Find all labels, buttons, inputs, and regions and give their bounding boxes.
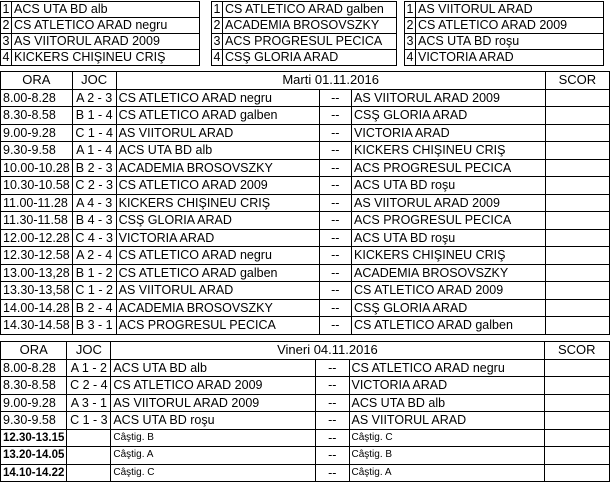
match-score — [545, 317, 609, 335]
match-row — [1, 89, 610, 107]
match-team-b: AS VIITORUL ARAD 2009 — [352, 89, 546, 107]
group-a-table — [0, 1, 200, 66]
match-time: 14.00-14.28 — [1, 299, 73, 317]
final-match-row — [1, 447, 610, 465]
match-row — [1, 247, 610, 265]
match-separator: -- — [316, 447, 349, 465]
team-name: CS ATLETICO ARAD negru — [12, 18, 200, 34]
group-b-table — [211, 1, 397, 66]
match-separator: -- — [319, 159, 351, 177]
match-time: 10.30-10.58 — [1, 177, 73, 195]
match-score — [545, 212, 609, 230]
match-separator: -- — [319, 229, 351, 247]
match-score — [544, 359, 609, 377]
match-separator: -- — [319, 247, 351, 265]
match-game: B 3 - 1 — [72, 317, 116, 335]
match-game: A 2 - 4 — [72, 247, 116, 265]
schedule-header — [1, 72, 610, 90]
match-separator: -- — [319, 212, 351, 230]
team-name: CSŞ GLORIA ARAD — [223, 50, 397, 66]
match-time: 9.00-9.28 — [1, 394, 67, 412]
match-time: 9.30-9.58 — [1, 142, 73, 160]
group-row — [405, 50, 604, 66]
match-score — [544, 429, 609, 447]
match-time: 11.30-11.58 — [1, 212, 73, 230]
header-date: Marti 01.11.2016 — [116, 72, 545, 90]
group-c-table — [404, 1, 604, 66]
match-game: C 1 - 2 — [72, 282, 116, 300]
match-time: 11.00-11.28 — [1, 194, 73, 212]
match-game — [67, 464, 111, 482]
match-row — [1, 317, 610, 335]
match-time: 13.30-13,58 — [1, 282, 73, 300]
match-time: 14.30-14.58 — [1, 317, 73, 335]
match-game: A 3 - 1 — [67, 394, 111, 412]
match-team-a: VICTORIA ARAD — [116, 229, 319, 247]
team-name: ACADEMIA BROSOVSZKY — [223, 18, 397, 34]
match-game: A 1 - 2 — [67, 359, 111, 377]
match-time: 8.00-8.28 — [1, 359, 67, 377]
match-score — [545, 229, 609, 247]
match-game: A 4 - 3 — [72, 194, 116, 212]
match-score — [545, 107, 609, 125]
match-team-b: AS VIITORUL ARAD — [349, 412, 544, 430]
match-game: A 2 - 3 — [72, 89, 116, 107]
match-row — [1, 394, 610, 412]
match-score — [544, 447, 609, 465]
match-team-b: Câştig. B — [349, 447, 544, 465]
match-separator: -- — [316, 377, 349, 395]
match-score — [545, 299, 609, 317]
match-separator: -- — [316, 394, 349, 412]
match-separator: -- — [319, 177, 351, 195]
group-row — [405, 2, 604, 18]
match-score — [545, 89, 609, 107]
team-number: 2 — [212, 18, 223, 34]
header-scor: SCOR — [544, 342, 609, 360]
match-game: C 1 - 4 — [72, 124, 116, 142]
group-row — [405, 34, 604, 50]
match-team-a: CSŞ GLORIA ARAD — [116, 212, 319, 230]
team-number: 4 — [405, 50, 416, 66]
match-separator: -- — [316, 429, 349, 447]
match-team-b: ACS UTA BD roşu — [352, 177, 546, 195]
match-team-b: VICTORIA ARAD — [352, 124, 546, 142]
match-separator: -- — [319, 282, 351, 300]
group-row — [1, 34, 200, 50]
match-team-a: ACADEMIA BROSOVSZKY — [116, 159, 319, 177]
match-team-b: CSŞ GLORIA ARAD — [352, 107, 546, 125]
match-game: B 1 - 2 — [72, 264, 116, 282]
match-team-a: Câştig. C — [111, 464, 316, 482]
match-separator: -- — [316, 464, 349, 482]
match-separator: -- — [319, 89, 351, 107]
match-team-b: ACS PROGRESUL PECICA — [352, 212, 546, 230]
match-score — [545, 124, 609, 142]
team-name: ACS PROGRESUL PECICA — [223, 34, 397, 50]
match-row — [1, 359, 610, 377]
group-b-body — [212, 2, 397, 66]
match-separator: -- — [316, 359, 349, 377]
match-team-a: CS ATLETICO ARAD negru — [116, 89, 319, 107]
match-row — [1, 177, 610, 195]
match-row — [1, 377, 610, 395]
match-team-a: CS ATLETICO ARAD 2009 — [111, 377, 316, 395]
match-team-b: ACS PROGRESUL PECICA — [352, 159, 546, 177]
match-game — [67, 429, 111, 447]
header-date: Vineri 04.11.2016 — [111, 342, 544, 360]
team-number: 4 — [1, 50, 12, 66]
match-team-b: ACADEMIA BROSOVSZKY — [352, 264, 546, 282]
match-score — [545, 282, 609, 300]
match-row — [1, 264, 610, 282]
match-team-a: ACS UTA BD alb — [111, 359, 316, 377]
match-separator: -- — [319, 142, 351, 160]
match-row — [1, 229, 610, 247]
match-team-a: CS ATLETICO ARAD 2009 — [116, 177, 319, 195]
schedule-day2-table — [0, 341, 610, 482]
team-name: AS VIITORUL ARAD 2009 — [12, 34, 200, 50]
team-name: VICTORIA ARAD — [416, 50, 604, 66]
group-c-body — [405, 2, 604, 66]
match-separator: -- — [319, 264, 351, 282]
match-row — [1, 212, 610, 230]
final-match-row — [1, 429, 610, 447]
match-time: 12.00-12.28 — [1, 229, 73, 247]
group-row — [212, 2, 397, 18]
match-team-b: AS VIITORUL ARAD 2009 — [352, 194, 546, 212]
match-row — [1, 159, 610, 177]
match-time: 8.30-8.58 — [1, 377, 67, 395]
team-name: ACS UTA BD alb — [12, 2, 200, 18]
match-row — [1, 299, 610, 317]
team-name: KICKERS CHIŞINEU CRIŞ — [12, 50, 200, 66]
group-a-body — [1, 2, 200, 66]
group-row — [212, 50, 397, 66]
schedule-day1-body — [1, 72, 610, 335]
match-time: 14.10-14.22 — [1, 464, 67, 482]
match-team-a: ACS UTA BD alb — [116, 142, 319, 160]
match-separator: -- — [316, 412, 349, 430]
group-row — [212, 34, 397, 50]
match-game: C 2 - 3 — [72, 177, 116, 195]
match-team-a: AS VIITORUL ARAD — [116, 282, 319, 300]
team-number: 1 — [1, 2, 12, 18]
match-team-a: CS ATLETICO ARAD negru — [116, 247, 319, 265]
match-game: C 2 - 4 — [67, 377, 111, 395]
group-row — [212, 18, 397, 34]
match-team-a: ACS UTA BD roşu — [111, 412, 316, 430]
match-row — [1, 107, 610, 125]
match-team-a: CS ATLETICO ARAD galben — [116, 264, 319, 282]
match-row — [1, 142, 610, 160]
final-match-row — [1, 464, 610, 482]
group-row — [1, 50, 200, 66]
match-team-a: AS VIITORUL ARAD — [116, 124, 319, 142]
match-separator: -- — [319, 107, 351, 125]
match-score — [545, 177, 609, 195]
match-score — [545, 264, 609, 282]
match-game: B 2 - 3 — [72, 159, 116, 177]
team-number: 1 — [405, 2, 416, 18]
match-time: 8.30-8.58 — [1, 107, 73, 125]
team-number: 3 — [212, 34, 223, 50]
match-time: 12.30-12.58 — [1, 247, 73, 265]
match-team-b: CS ATLETICO ARAD 2009 — [352, 282, 546, 300]
schedule-day1-table — [0, 71, 610, 335]
match-team-b: VICTORIA ARAD — [349, 377, 544, 395]
match-team-a: CS ATLETICO ARAD galben — [116, 107, 319, 125]
match-team-b: CSŞ GLORIA ARAD — [352, 299, 546, 317]
match-row — [1, 412, 610, 430]
match-team-b: Câştig. A — [349, 464, 544, 482]
match-team-a: Câştig. A — [111, 447, 316, 465]
match-row — [1, 282, 610, 300]
match-score — [545, 142, 609, 160]
header-joc: JOC — [72, 72, 116, 90]
header-joc: JOC — [67, 342, 111, 360]
group-row — [1, 18, 200, 34]
group-row — [1, 2, 200, 18]
match-separator: -- — [319, 194, 351, 212]
match-game — [67, 447, 111, 465]
match-team-a: ACADEMIA BROSOVSZKY — [116, 299, 319, 317]
header-scor: SCOR — [545, 72, 609, 90]
match-time: 13.20-14.05 — [1, 447, 67, 465]
team-number: 4 — [212, 50, 223, 66]
team-number: 3 — [1, 34, 12, 50]
match-game: A 1 - 4 — [72, 142, 116, 160]
match-team-a: ACS PROGRESUL PECICA — [116, 317, 319, 335]
group-row — [405, 18, 604, 34]
match-team-a: AS VIITORUL ARAD 2009 — [111, 394, 316, 412]
team-name: CS ATLETICO ARAD 2009 — [416, 18, 604, 34]
team-number: 3 — [405, 34, 416, 50]
match-team-b: ACS UTA BD roşu — [352, 229, 546, 247]
match-team-a: KICKERS CHIŞINEU CRIŞ — [116, 194, 319, 212]
match-separator: -- — [319, 299, 351, 317]
match-team-b: ACS UTA BD alb — [349, 394, 544, 412]
match-score — [545, 159, 609, 177]
match-game: C 1 - 3 — [67, 412, 111, 430]
match-time: 12.30-13.15 — [1, 429, 67, 447]
match-row — [1, 124, 610, 142]
schedule-header — [1, 342, 610, 360]
team-name: AS VIITORUL ARAD — [416, 2, 604, 18]
match-score — [544, 377, 609, 395]
schedule-day2-body — [1, 342, 610, 482]
match-time: 10.00-10.28 — [1, 159, 73, 177]
match-separator: -- — [319, 317, 351, 335]
match-separator: -- — [319, 124, 351, 142]
header-ora: ORA — [1, 342, 67, 360]
match-score — [545, 194, 609, 212]
match-game: C 4 - 3 — [72, 229, 116, 247]
match-score — [545, 247, 609, 265]
team-number: 2 — [1, 18, 12, 34]
match-team-b: KICKERS CHIŞINEU CRIŞ — [352, 142, 546, 160]
team-number: 1 — [212, 2, 223, 18]
team-name: CS ATLETICO ARAD galben — [223, 2, 397, 18]
match-time: 13.00-13,28 — [1, 264, 73, 282]
match-team-b: CS ATLETICO ARAD galben — [352, 317, 546, 335]
match-score — [544, 464, 609, 482]
match-game: B 4 - 3 — [72, 212, 116, 230]
match-team-b: KICKERS CHIŞINEU CRIŞ — [352, 247, 546, 265]
match-game: B 1 - 4 — [72, 107, 116, 125]
match-score — [544, 412, 609, 430]
match-time: 8.00-8.28 — [1, 89, 73, 107]
match-score — [544, 394, 609, 412]
match-team-b: Câştig. C — [349, 429, 544, 447]
match-team-b: CS ATLETICO ARAD negru — [349, 359, 544, 377]
match-team-a: Câştig. B — [111, 429, 316, 447]
team-name: ACS UTA BD roşu — [416, 34, 604, 50]
match-time: 9.00-9.28 — [1, 124, 73, 142]
header-ora: ORA — [1, 72, 73, 90]
match-game: B 2 - 4 — [72, 299, 116, 317]
match-time: 9.30-9.58 — [1, 412, 67, 430]
team-number: 2 — [405, 18, 416, 34]
match-row — [1, 194, 610, 212]
